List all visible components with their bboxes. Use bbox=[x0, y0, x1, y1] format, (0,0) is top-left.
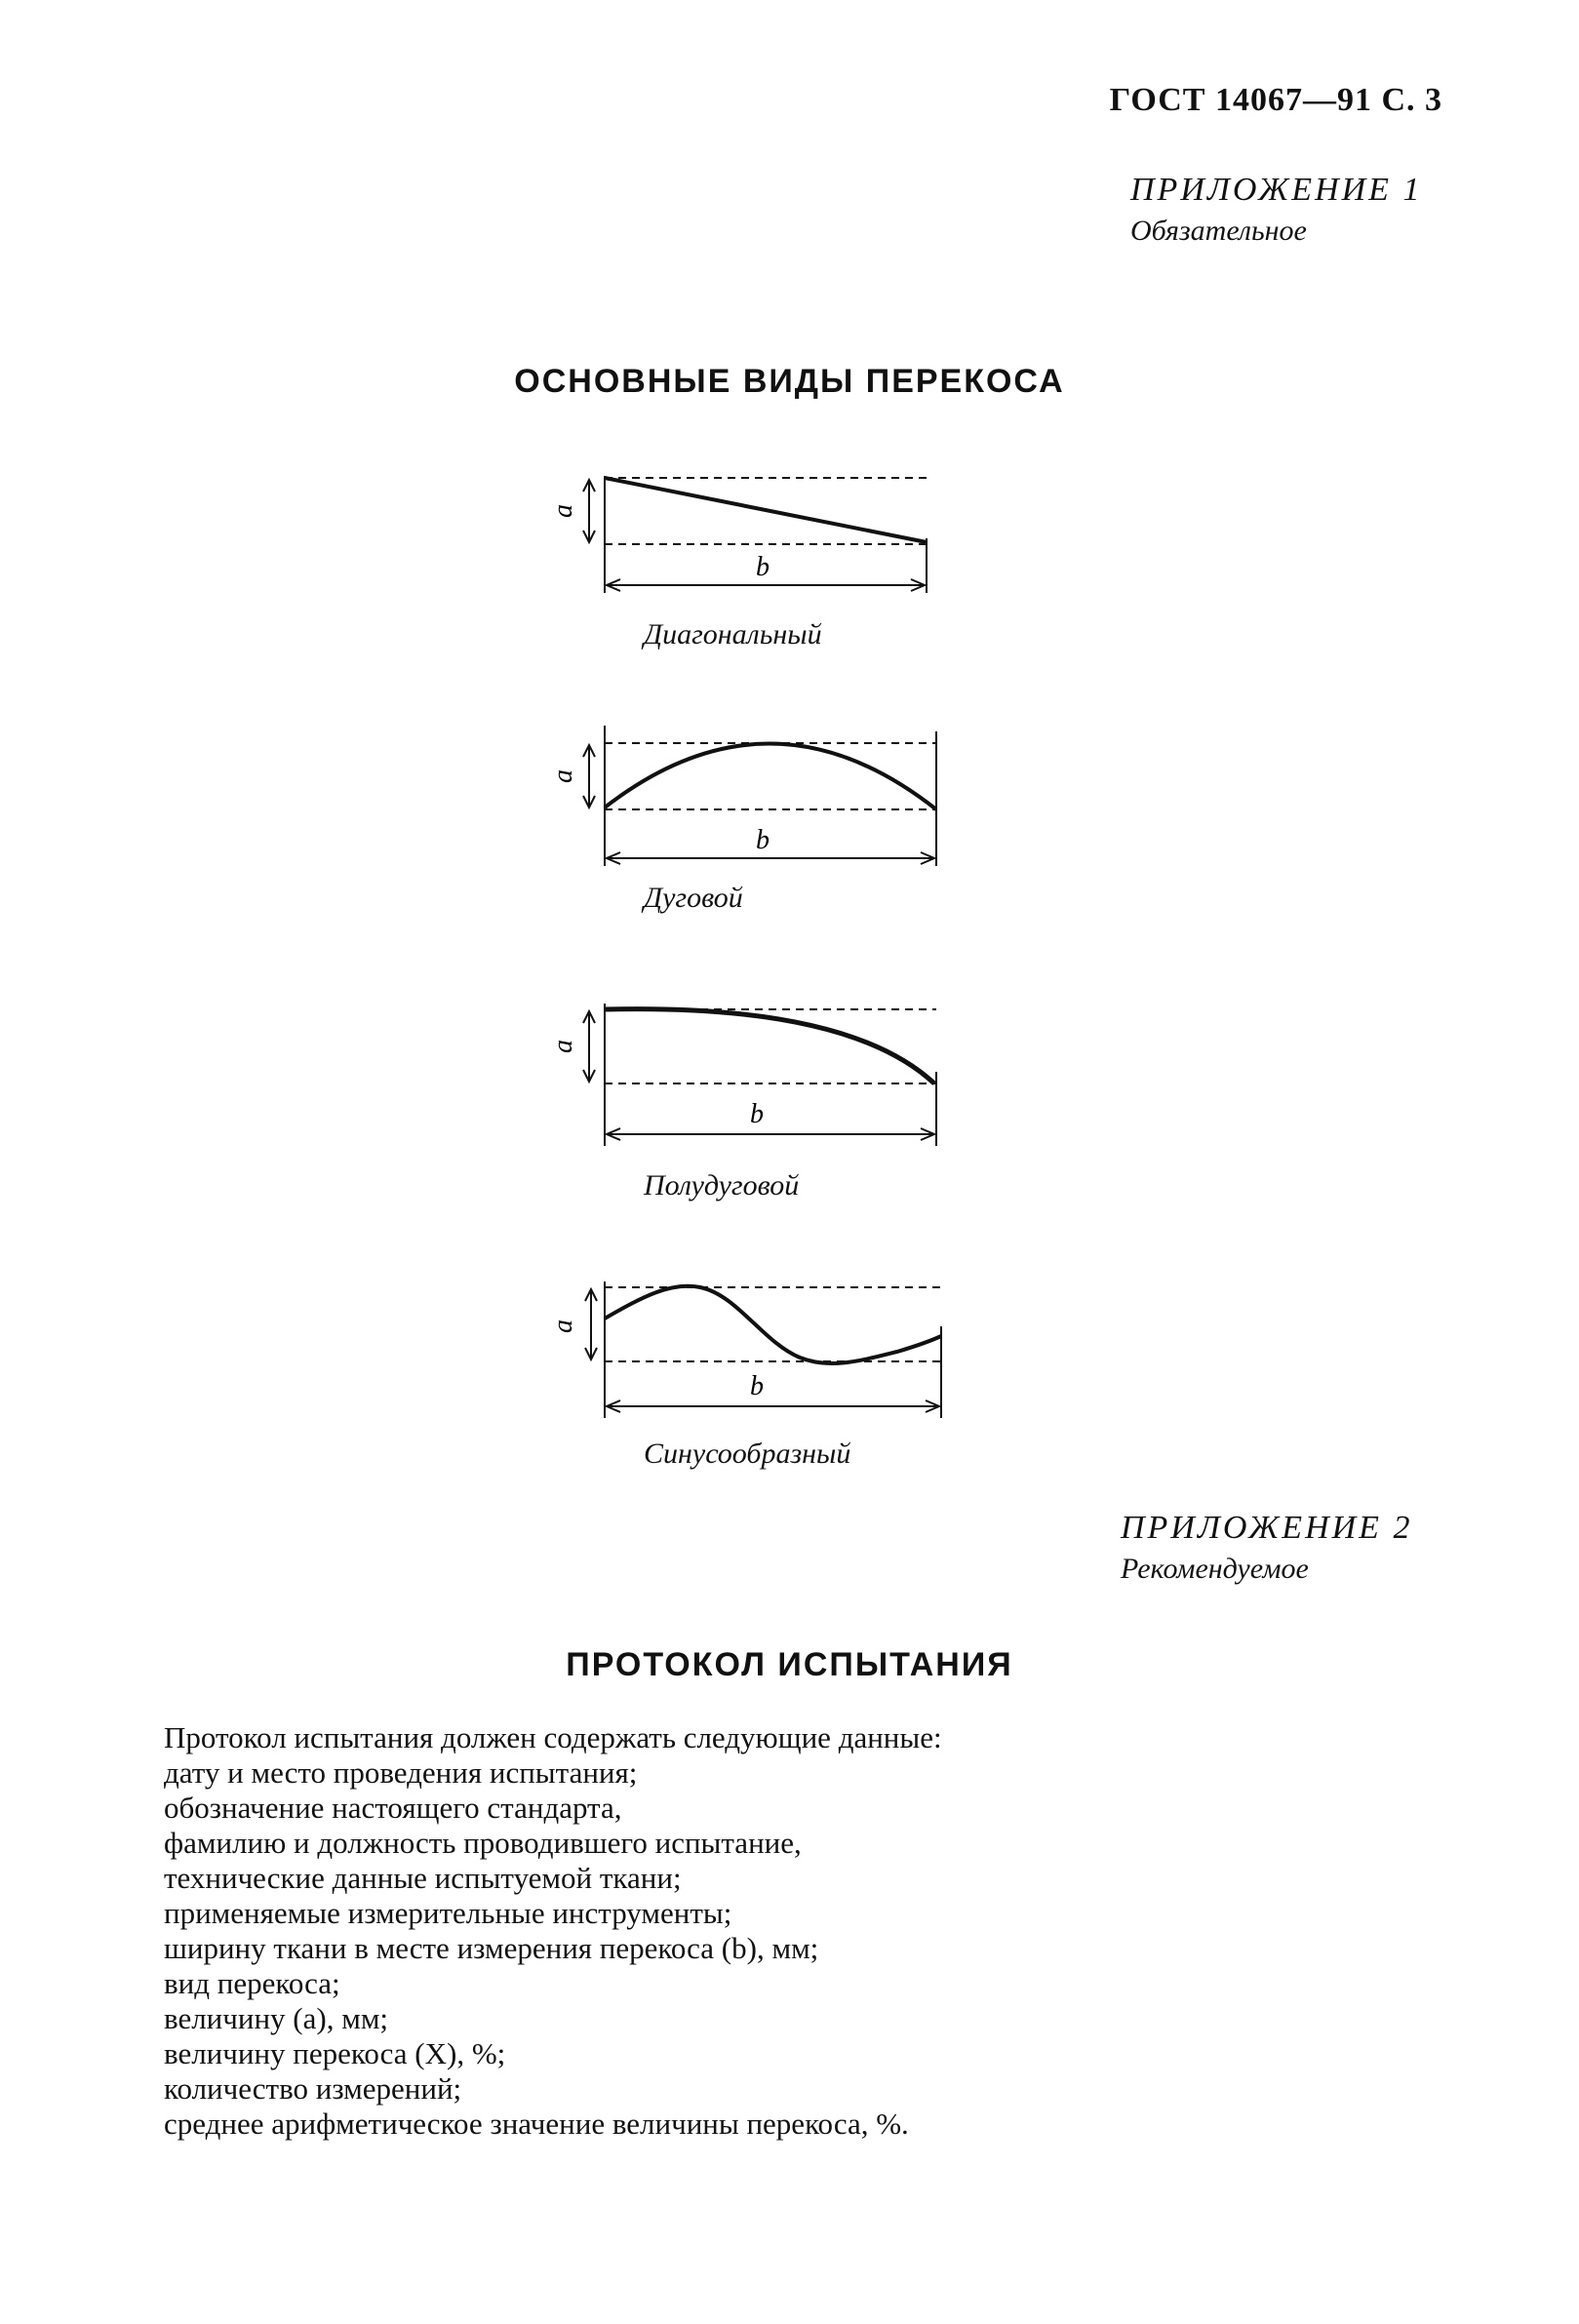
list-item: величину (a), мм; bbox=[164, 2001, 389, 2035]
skew-line bbox=[605, 478, 927, 542]
b-label: b bbox=[750, 1371, 764, 1401]
diagram-semi-arc bbox=[546, 990, 975, 1202]
b-label: b bbox=[750, 1099, 764, 1129]
appendix-1-heading bbox=[1130, 172, 1442, 248]
list-item: фамилию и должность проводившего испытание, bbox=[164, 1826, 802, 1860]
semi-arc-skew-figure bbox=[546, 990, 975, 1165]
diagram-caption: Диагональный bbox=[644, 618, 822, 650]
appendix-2-heading bbox=[1121, 1510, 1442, 1586]
a-label: a bbox=[548, 769, 578, 783]
b-label: b bbox=[756, 552, 770, 582]
diagram-sinusoidal bbox=[546, 1268, 975, 1471]
list-item: технические данные испытуемой ткани; bbox=[164, 1861, 682, 1895]
appendix-2-label: ПРИЛОЖЕНИЕ 2 bbox=[1121, 1510, 1413, 1546]
sinusoidal-skew-figure bbox=[546, 1268, 975, 1434]
section-title-skew-types: ОСНОВНЫЕ ВИДЫ ПЕРЕКОСА bbox=[514, 363, 1065, 400]
appendix-2-status: Рекомендуемое bbox=[1121, 1553, 1309, 1585]
list-item: ширину ткани в месте измерения перекоса (b), мм; bbox=[164, 1931, 819, 1965]
list-item: вид перекоса; bbox=[164, 1966, 340, 2000]
a-label: a bbox=[548, 504, 578, 518]
arc-skew-figure bbox=[546, 722, 975, 878]
b-label: b bbox=[756, 825, 770, 855]
section-title-test-protocol: ПРОТОКОЛ ИСПЫТАНИЯ bbox=[566, 1646, 1013, 1683]
a-label: a bbox=[548, 1040, 578, 1053]
diagram-caption: Синусообразный bbox=[644, 1438, 851, 1470]
diagram-caption: Полудуговой bbox=[644, 1169, 800, 1201]
a-label: a bbox=[548, 1320, 578, 1333]
protocol-items-list bbox=[164, 1755, 1432, 2142]
diagram-caption: Дуговой bbox=[644, 882, 743, 914]
list-item: величину перекоса (X), %; bbox=[164, 2036, 506, 2070]
list-item: применяемые измерительные инструменты; bbox=[164, 1896, 732, 1930]
protocol-intro: Протокол испытания должен содержать следующие данные: bbox=[164, 1720, 942, 1754]
skew-wave bbox=[605, 1286, 941, 1363]
appendix-1-status: Обязательное bbox=[1130, 215, 1307, 247]
list-item: количество измерений; bbox=[164, 2071, 462, 2106]
appendix-1-label: ПРИЛОЖЕНИЕ 1 bbox=[1130, 172, 1423, 208]
diagram-diagonal bbox=[546, 468, 975, 651]
diagram-arc bbox=[546, 722, 975, 915]
skew-curve bbox=[605, 1009, 934, 1083]
list-item: обозначение настоящего стандарта, bbox=[164, 1791, 622, 1825]
skew-curve bbox=[605, 743, 936, 809]
list-item: среднее арифметическое значение величины перекоса, %. bbox=[164, 2107, 909, 2141]
page-header: ГОСТ 14067—91 С. 3 bbox=[1109, 82, 1442, 118]
protocol-body bbox=[164, 1720, 1432, 2142]
list-item: дату и место проведения испытания; bbox=[164, 1755, 638, 1790]
diagonal-skew-figure bbox=[546, 468, 975, 614]
